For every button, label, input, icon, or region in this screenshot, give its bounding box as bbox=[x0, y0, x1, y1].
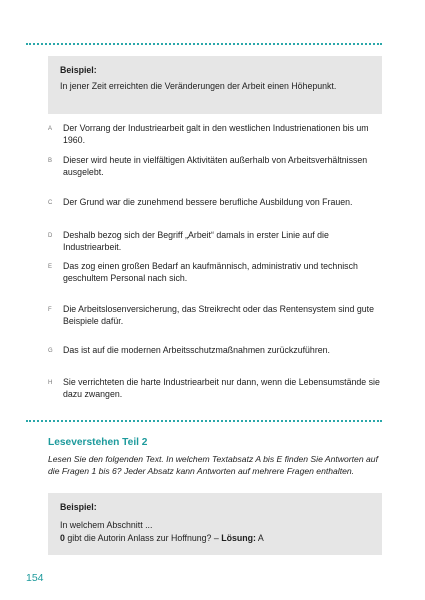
list-item bbox=[48, 122, 382, 147]
example-box bbox=[48, 56, 382, 114]
item-text: Dieser wird heute in vielfältigen Aktivitäten außerhalb von Arbeitsverhältnissen ausgelebt. bbox=[63, 155, 368, 178]
item-letter: C bbox=[48, 200, 53, 206]
question-number: 0 bbox=[60, 533, 65, 543]
list-item bbox=[48, 196, 382, 208]
item-text: Das zog einen großen Bedarf an kaufmännisch, administrativ und technisch geschultem Personal nach sich. bbox=[63, 261, 358, 284]
example-sentence: In jener Zeit erreichten die Veränderungen der Arbeit einen Höhepunkt. bbox=[60, 81, 337, 91]
example-question-intro: In welchem Abschnitt ... bbox=[60, 520, 153, 530]
item-text: Der Vorrang der Industriearbeit galt in den westlichen Industrienationen bis um 1960. bbox=[63, 123, 369, 146]
item-letter: A bbox=[48, 126, 53, 132]
item-letter: D bbox=[48, 233, 53, 239]
example-label: Beispiel: bbox=[60, 65, 97, 75]
list-item bbox=[48, 154, 382, 179]
section-instructions: Lesen Sie den folgenden Text. In welchem Textabsatz A bis E finden Sie Antworten auf die Fragen 1 bis 6? Jeder Absatz kann Antworten auf mehrere Fragen enthalten. bbox=[48, 454, 378, 477]
page-number: 154 bbox=[26, 572, 44, 584]
item-text: Das ist auf die modernen Arbeitsschutzmaßnahmen zurückzuführen. bbox=[63, 345, 330, 355]
list-item bbox=[48, 376, 382, 401]
top-dotted-divider bbox=[26, 43, 382, 45]
item-letter: H bbox=[48, 380, 53, 386]
list-item bbox=[48, 303, 382, 328]
solution-value: A bbox=[255, 533, 264, 543]
item-text: Der Grund war die zunehmend bessere berufliche Ausbildung von Frauen. bbox=[63, 197, 353, 207]
item-letter: F bbox=[48, 307, 52, 313]
question-text: gibt die Autorin Anlass zur Hoffnung? – bbox=[64, 533, 222, 543]
example-box bbox=[48, 493, 382, 555]
list-item bbox=[48, 229, 382, 254]
section-dotted-divider bbox=[26, 420, 382, 422]
item-text: Die Arbeitslosenversicherung, das Streikrecht oder das Rentensystem sind gute Beispiele dafür. bbox=[63, 304, 374, 327]
solution-label: Lösung: bbox=[221, 533, 256, 543]
section-title: Leseverstehen Teil 2 bbox=[48, 437, 148, 448]
item-text: Sie verrichteten die harte Industriearbeit nur dann, wenn die Lebensumstände sie dazu zwangen. bbox=[63, 377, 380, 400]
item-text: Deshalb bezog sich der Begriff „Arbeit“ damals in erster Linie auf die Industriearbeit. bbox=[63, 230, 329, 253]
list-item bbox=[48, 260, 382, 285]
example-question-line bbox=[60, 532, 264, 544]
list-item bbox=[48, 344, 382, 356]
item-letter: E bbox=[48, 264, 53, 270]
item-letter: B bbox=[48, 158, 53, 164]
item-letter: G bbox=[48, 348, 53, 354]
example-label: Beispiel: bbox=[60, 502, 97, 512]
